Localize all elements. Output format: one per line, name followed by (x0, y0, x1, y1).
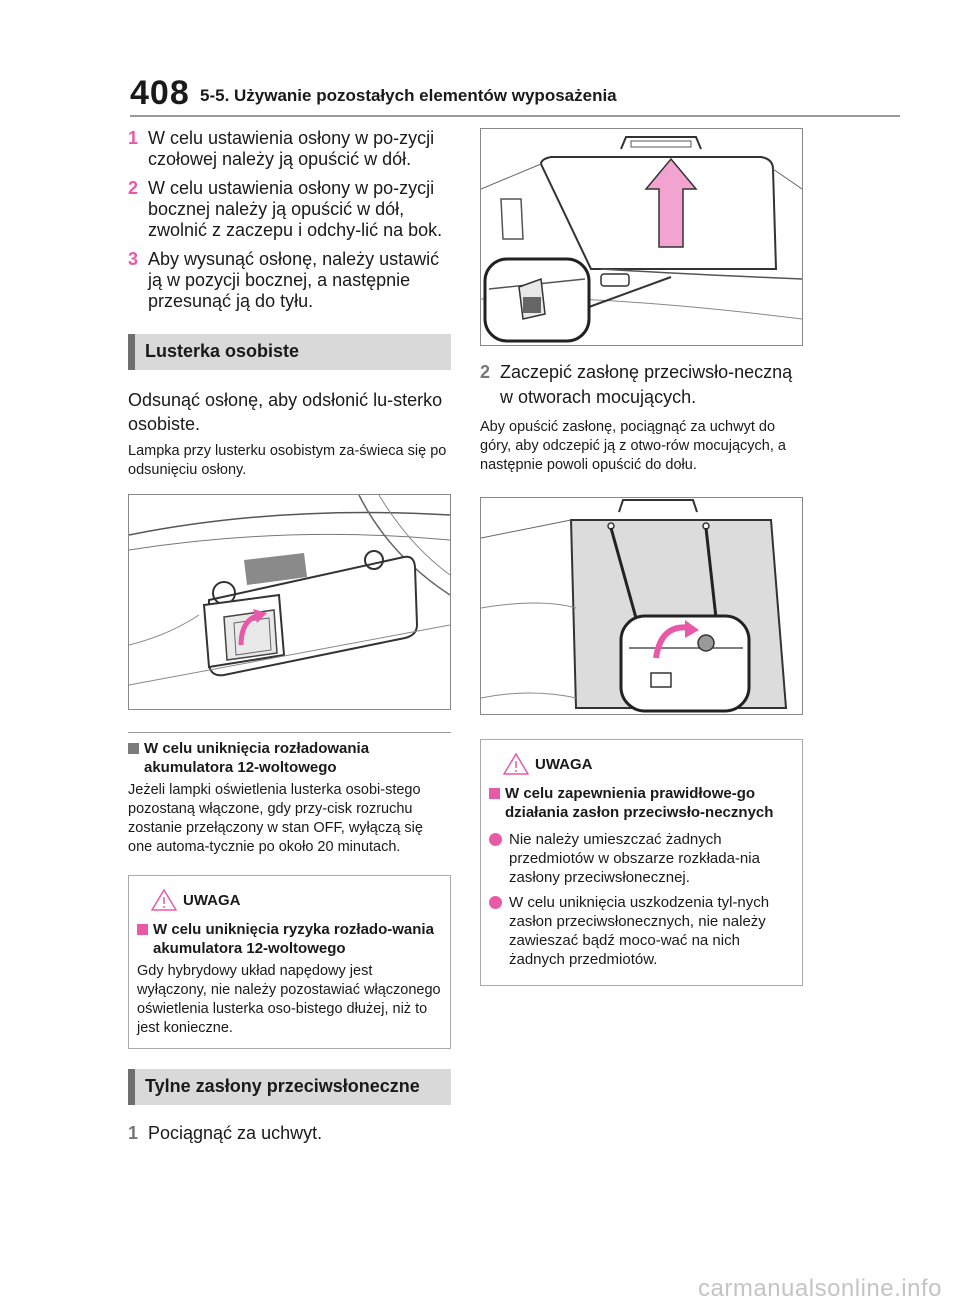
warning-triangle-icon (151, 888, 177, 912)
step-text: W celu ustawienia osłony w po-zycji bocznej należy ją opuścić w dół, zwolnić z zaczepu i odchy-lić na bok. (148, 178, 443, 240)
section-heading-shades: Tylne zasłony przeciwsłoneczne (128, 1069, 451, 1105)
warning-triangle-icon (503, 752, 529, 776)
step-1 (128, 128, 451, 170)
warning-box (480, 739, 803, 986)
note-text: Jeżeli lampki oświetlenia lusterka osobi-stego pozostaną włączone, gdy przy-cisk rozruchu zostanie przełączony w stan OFF, wyłączą się one automa-tycznie po około 20 minutach. (128, 782, 423, 855)
right-column (480, 128, 803, 986)
warning-text: Gdy hybrydowy układ napędowy jest wyłączony, nie należy pozostawiać włączonego oświetlenia lusterka oso-bistego dłużej, niż to jest konieczne. (137, 963, 441, 1036)
step-number: 1 (128, 1123, 139, 1143)
page-number: 408 (130, 74, 190, 112)
warning-heading: W celu uniknięcia ryzyka rozłado-wania akumulatora 12-woltowego (137, 920, 442, 958)
step-2 (128, 178, 451, 241)
rear-shade-hooks-drawing (481, 498, 802, 714)
step-number: 3 (128, 249, 139, 269)
left-column (128, 128, 451, 1152)
step-text: Aby wysunąć osłonę, należy ustawić ją w pozycji bocznej, a następnie przesunąć ją do tyłu. (148, 249, 440, 311)
divider (128, 732, 451, 733)
bullet-dot-icon (489, 896, 502, 909)
warning-heading: W celu zapewnienia prawidłowe-go działania zasłon przeciwsło-necznych (489, 784, 794, 822)
warning-bullet: Nie należy umieszczać żadnych przedmiotów w obszarze rozkłada-nia zasłony przeciwsłonecznej. (489, 830, 794, 887)
square-bullet-icon (137, 924, 148, 935)
section-title: 5-5. Używanie pozostałych elementów wyposażenia (200, 86, 617, 105)
bullet-dot-icon (489, 833, 502, 846)
step-3 (128, 249, 451, 312)
warning-box (128, 875, 451, 1049)
warning-title: UWAGA (489, 750, 794, 780)
warning-title: UWAGA (137, 886, 442, 916)
header-rule (130, 115, 900, 117)
step-number: 1 (128, 128, 139, 148)
note-heading: W celu uniknięcia rozładowania akumulatora 12-woltowego (128, 739, 451, 777)
mirrors-note: Lampka przy lusterku osobistym za-świeca się po odsunięciu osłony. (128, 443, 447, 478)
mirrors-lead: Odsunąć osłonę, aby odsłonić lu-sterko osobiste. (128, 390, 443, 434)
step-text: W celu ustawienia osłony w po-zycji czołowej należy ją opuścić w dół. (148, 128, 435, 169)
step-text: Zaczepić zasłonę przeciwsło-neczną w otworach mocujących. (500, 362, 793, 407)
vanity-mirror-drawing (129, 495, 450, 709)
step-2-attach (480, 360, 803, 410)
rear-shade-handle-drawing (481, 129, 802, 345)
rear-shade-handle-illustration (480, 128, 803, 346)
step-2-note: Aby opuścić zasłonę, pociągnąć za uchwyt do góry, aby odczepić ją z otwo-rów mocujących, a następnie powoli opuścić do dołu. (480, 419, 786, 473)
square-bullet-icon (489, 788, 500, 799)
step-number: 2 (128, 178, 139, 198)
step-number: 2 (480, 362, 491, 382)
vanity-mirror-illustration (128, 494, 451, 710)
step-text: Pociągnąć za uchwyt. (148, 1123, 323, 1143)
shades-step-1 (128, 1123, 451, 1144)
rear-shade-hooks-illustration (480, 497, 803, 715)
watermark: carmanualsonline.info (698, 1275, 942, 1302)
warning-bullet: W celu uniknięcia uszkodzenia tyl-nych zasłon przeciwsłonecznych, nie należy zawieszać bądź moco-wać na nich żadnych przedmiotów. (489, 893, 794, 969)
section-heading-mirrors: Lusterka osobiste (128, 334, 451, 370)
square-bullet-icon (128, 743, 139, 754)
page-header (130, 74, 900, 118)
